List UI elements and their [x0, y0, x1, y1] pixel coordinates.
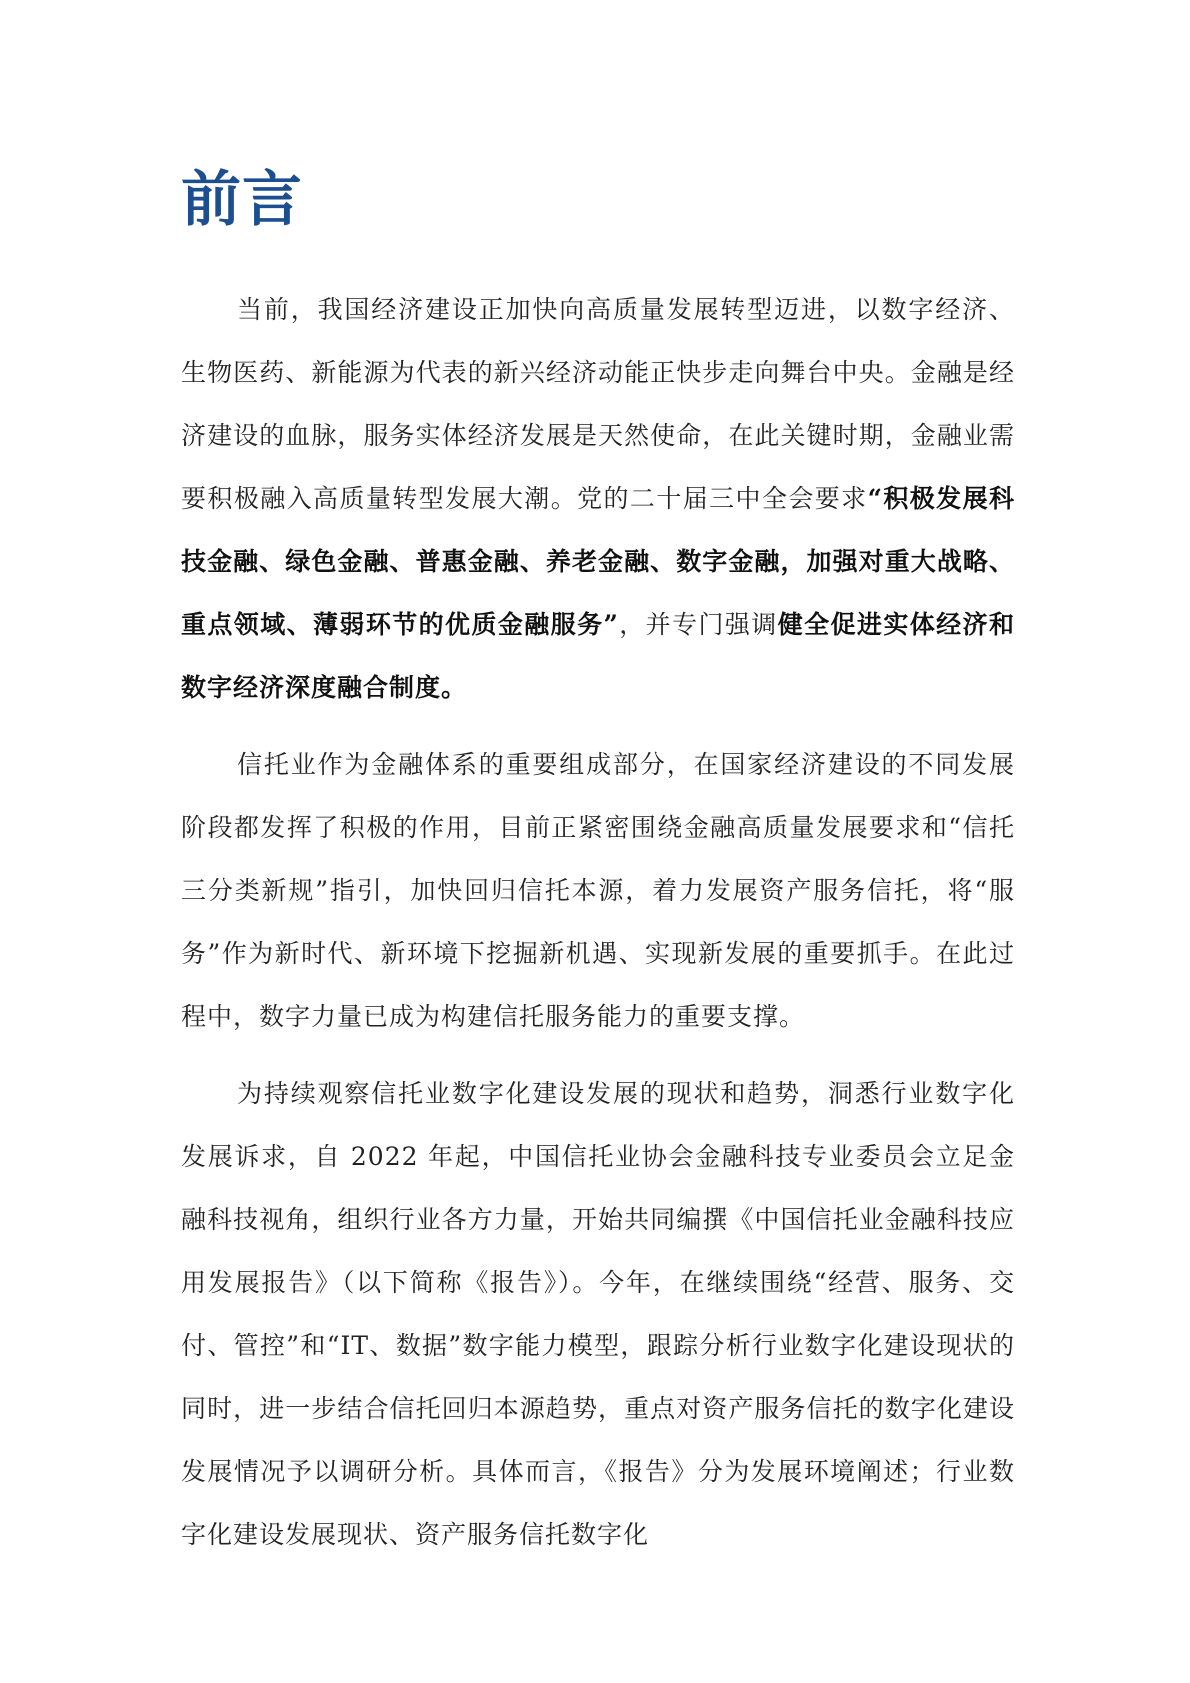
body-text — [181, 278, 1015, 1580]
paragraph-2: 信托业作为金融体系的重要组成部分，在国家经济建设的不同发展阶段都发挥了积极的作用，目前正紧密围绕金融高质量发展要求和“信托三分类新规”指引，加快回归信托本源，着力发展资产服务信托，将“服务”作为新时代、新环境下挖掘新机遇、实现新发展的重要抓手。在此过程中，数字力量已成为构建信托服务能力的重要支撑。 — [181, 750, 1015, 1031]
paragraph-1-text-b: ，并专门强调 — [618, 610, 778, 639]
paragraph-3: 为持续观察信托业数字化建设发展的现状和趋势，洞悉行业数字化发展诉求，自 2022 年起，中国信托业协会金融科技专业委员会立足金融科技视角，组织行业各方力量，开始共同编撰《中国信托业金融科技应用发展报告》（以下简称《报告》）。今年，在继续围绕“经营、服务、交付、管控”和“IT、数据”数字能力模型，跟踪分析行业数字化建设现状的同时，进一步结合信托回归本源趋势，重点对资产服务信托的数字化建设发展情况予以调研分析。具体而言，《报告》分为发展环境阐述；行业数字化建设发展现状、资产服务信托数字化 — [181, 1079, 1015, 1549]
page-title: 前言 — [181, 165, 303, 235]
paragraph-1-bold-quote: “积极发展科技金融、绿色金融、普惠金融、养老金融、数字金融，加强对重大战略、重点领域、薄弱环节的优质金融服务” — [181, 484, 1015, 639]
paragraph-1-text-a: 当前，我国经济建设正加快向高质量发展转型迈进，以数字经济、生物医药、新能源为代表的新兴经济动能正快步走向舞台中央。金融是经济建设的血脉，服务实体经济发展是天然使命，在此关键时期，金融业需要积极融入高质量转型发展大潮。党的二十届三中全会要求 — [181, 295, 1015, 513]
paragraph-1 — [181, 278, 1015, 719]
paragraph-1-bold-emphasis: 健全促进实体经济和数字经济深度融合制度。 — [181, 610, 1015, 702]
